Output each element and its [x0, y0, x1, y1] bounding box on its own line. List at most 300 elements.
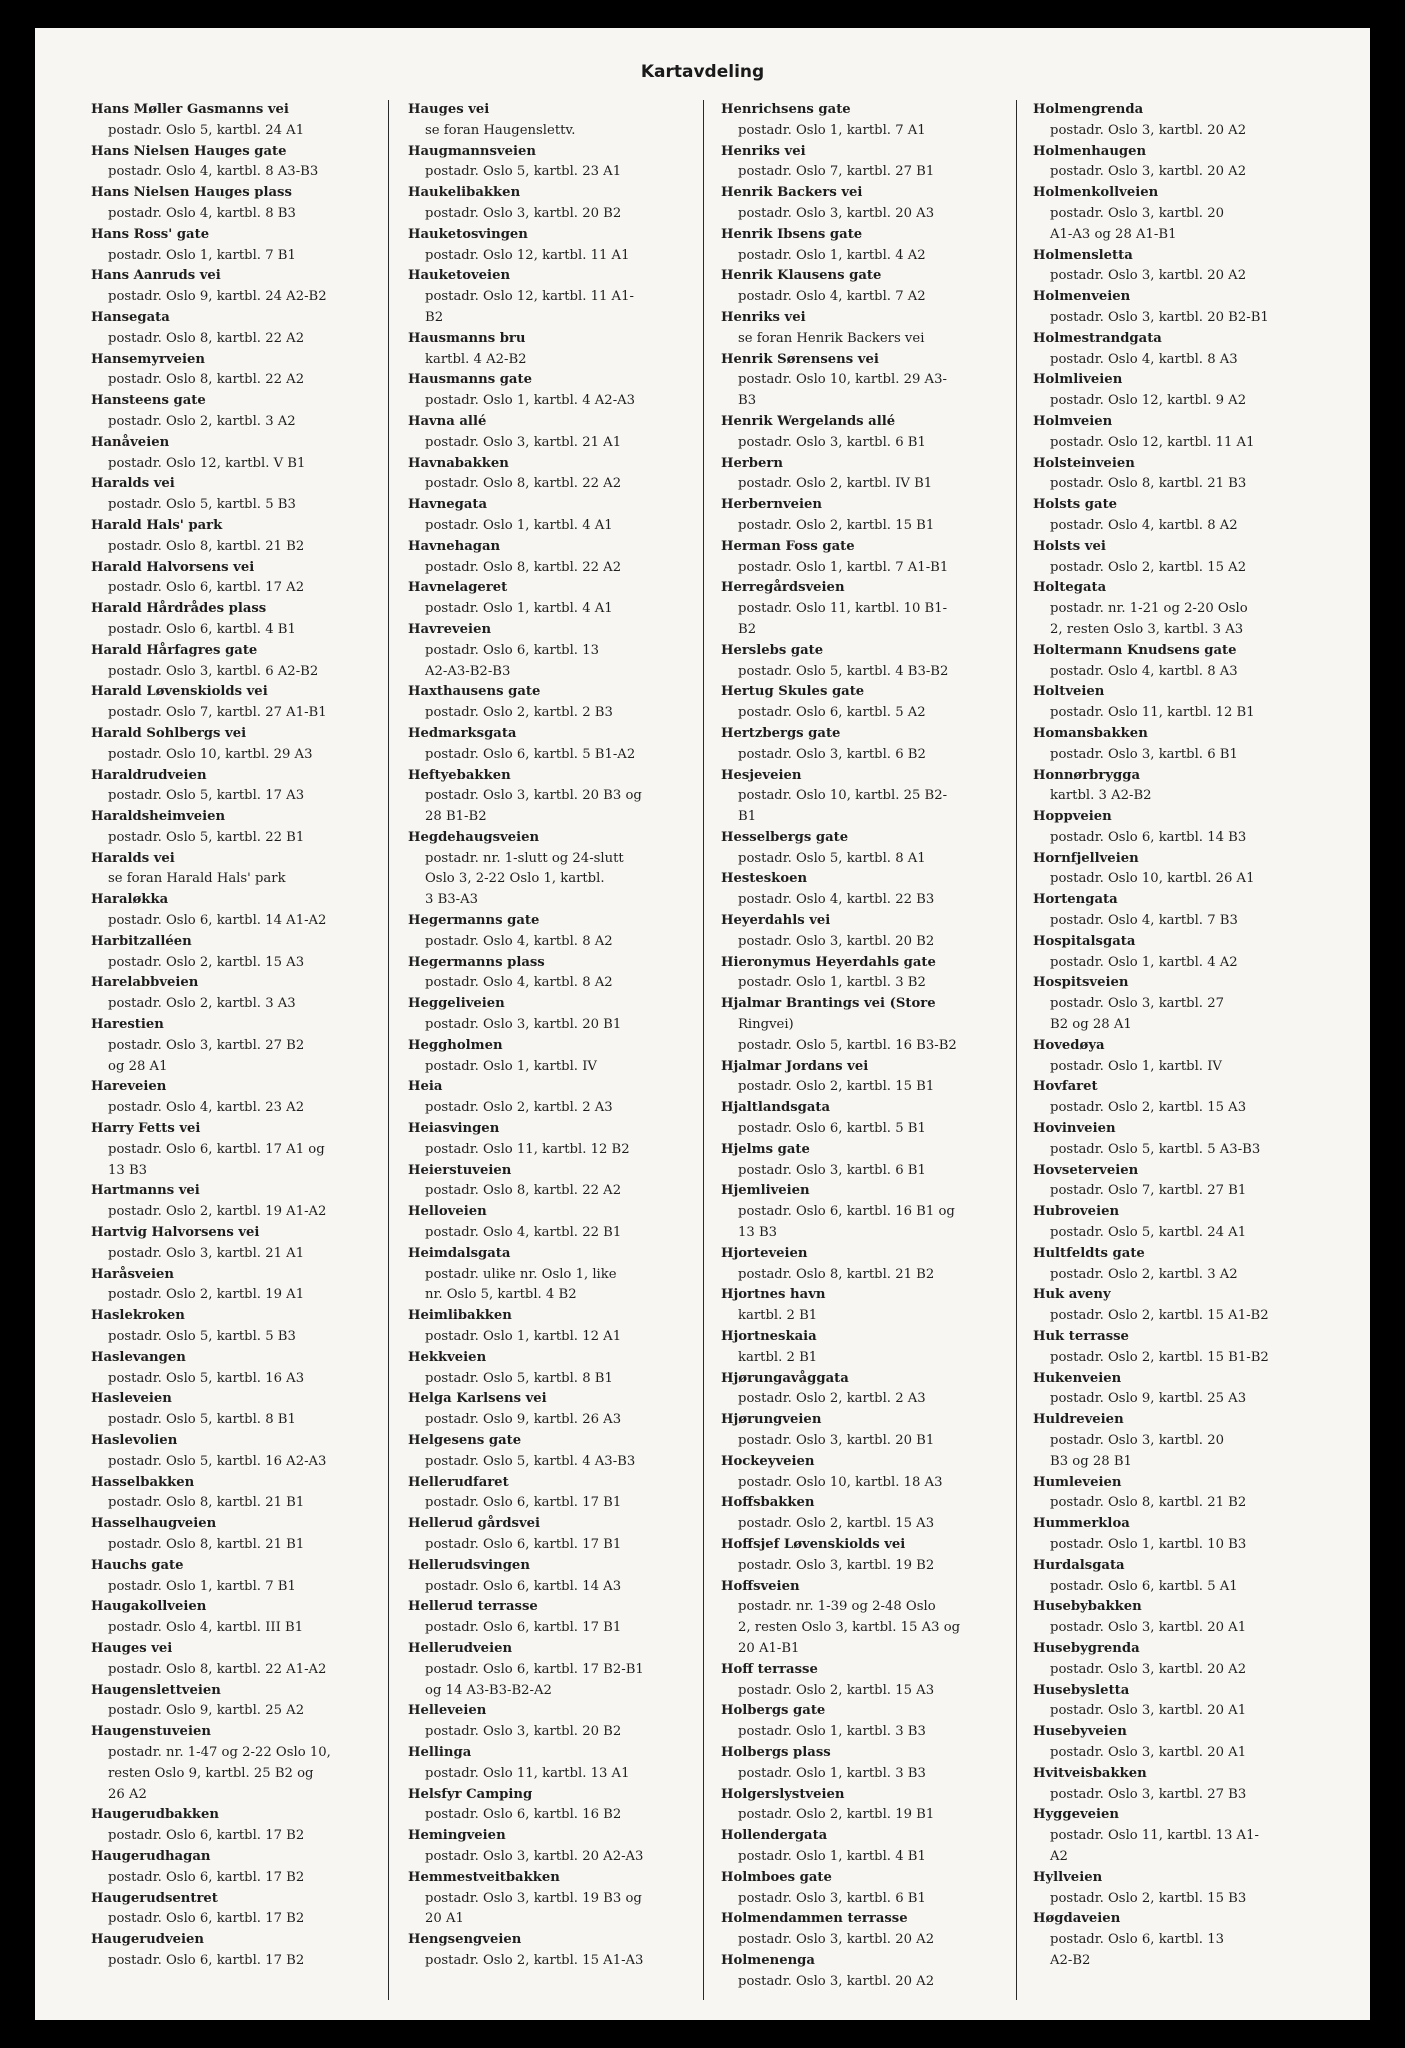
street-name: Homansbakken: [1033, 725, 1148, 741]
street-name: Herslebs gate: [721, 642, 824, 658]
index-entry: [91, 807, 366, 849]
street-name: Haralds vei: [91, 476, 175, 492]
street-name: Hasleveien: [91, 1391, 172, 1407]
street-name: Holmengrenda: [1033, 102, 1144, 117]
postal-map-reference: postadr. Oslo 2, kartbl. 15 A3: [108, 954, 305, 970]
index-entry: [408, 1244, 683, 1306]
index-entry: [1033, 412, 1308, 454]
street-name: Hesselbergs gate: [721, 829, 849, 845]
street-name: Hausmanns gate: [408, 372, 532, 388]
index-entry: [1033, 142, 1308, 184]
postal-map-reference: postadr. Oslo 6, kartbl. 17 B2: [108, 1828, 305, 1844]
postal-map-reference: postadr. Oslo 3, kartbl. 20 A1: [1050, 1620, 1247, 1636]
street-name: Hjorteveien: [721, 1245, 808, 1261]
postal-map-reference: postadr. Oslo 3, kartbl. 20 A2: [738, 1973, 935, 1989]
street-name: Hauchs gate: [91, 1557, 184, 1573]
index-entry: [91, 1223, 366, 1265]
street-name: Hyggeveien: [1033, 1807, 1119, 1823]
index-entry: [91, 1930, 366, 1972]
street-name: Hesteskoen: [721, 871, 808, 887]
index-entry: [91, 1597, 366, 1639]
street-name: Holmestrandgata: [1033, 330, 1162, 346]
index-entry: [408, 682, 683, 724]
postal-map-reference: A2: [1050, 1848, 1068, 1864]
index-entry: [1033, 807, 1308, 849]
postal-map-reference: kartbl. 2 B1: [738, 1349, 818, 1365]
postal-map-reference: postadr. Oslo 1, kartbl. 4 A1: [425, 517, 613, 533]
postal-map-reference: postadr. Oslo 5, kartbl. 16 B3-B2: [738, 1037, 957, 1053]
index-entry: [91, 1473, 366, 1515]
postal-map-reference: postadr. Oslo 2, kartbl. 15 A2: [1050, 559, 1247, 575]
index-entry: [1033, 724, 1308, 766]
street-name: Hukenveien: [1033, 1370, 1122, 1386]
index-entry: [721, 1909, 996, 1951]
street-name: Henrik Klausens gate: [721, 268, 882, 284]
postal-map-reference: A2-B2: [1050, 1952, 1091, 1968]
index-entry: [91, 599, 366, 641]
index-entry: [721, 495, 996, 537]
street-name: Hjemliveien: [721, 1183, 810, 1199]
street-name: Haraldrudveien: [91, 767, 207, 783]
street-name: Hauges vei: [91, 1640, 173, 1656]
street-name: Holsts vei: [1033, 538, 1106, 554]
street-name: Hjørungveien: [721, 1412, 822, 1428]
index-entry: [91, 1722, 366, 1805]
index-entry: [1033, 890, 1308, 932]
postal-map-reference: postadr. Oslo 10, kartbl. 29 A3-: [738, 372, 947, 388]
street-name: Holmboes gate: [721, 1869, 832, 1885]
postal-map-reference: postadr. Oslo 6, kartbl. 14 B3: [1050, 829, 1247, 845]
street-name: Hovseterveien: [1033, 1162, 1139, 1178]
postal-map-reference: postadr. Oslo 1, kartbl. IV: [425, 1058, 597, 1074]
street-name: Hansemyrveien: [91, 351, 206, 367]
index-entry: [1033, 537, 1308, 579]
index-entry: [721, 1098, 996, 1140]
postal-map-reference: postadr. Oslo 1, kartbl. 3 B3: [738, 1724, 926, 1740]
postal-map-reference: postadr. Oslo 3, kartbl. 20 A2: [1050, 164, 1247, 180]
street-name: Harestien: [91, 1017, 164, 1033]
postal-map-reference: postadr. Oslo 5, kartbl. 23 A1: [425, 164, 622, 180]
postal-map-reference: postadr. nr. 1-slutt og 24-slutt: [425, 850, 624, 866]
postal-map-reference: postadr. Oslo 3, kartbl. 20: [1050, 1433, 1224, 1448]
postal-map-reference: postadr. Oslo 2, kartbl. 15 A3: [738, 1516, 935, 1532]
postal-map-reference: postadr. Oslo 5, kartbl. 24 A1: [108, 122, 305, 138]
street-name: Hegermanns plass: [408, 954, 545, 970]
postal-map-reference: postadr. Oslo 3, kartbl. 6 A2-B2: [108, 663, 319, 679]
street-name: Hjalmar Brantings vei (Store: [721, 996, 936, 1012]
postal-map-reference: postadr. Oslo 7, kartbl. 27 A1-B1: [108, 705, 327, 721]
street-name: Harald Halvorsens vei: [91, 559, 255, 575]
postal-map-reference: postadr. Oslo 11, kartbl. 10 B1-: [738, 601, 948, 617]
index-entry: [721, 766, 996, 828]
index-entry: [91, 558, 366, 600]
postal-map-reference: postadr. Oslo 1, kartbl. 3 B2: [738, 975, 926, 991]
street-name: Hospitalsgata: [1033, 933, 1136, 949]
index-entry: [91, 1556, 366, 1598]
street-name: Haslekroken: [91, 1308, 185, 1324]
street-name: Holmenveien: [1033, 289, 1131, 305]
street-name: Hasselhaugveien: [91, 1516, 217, 1532]
postal-map-reference: postadr. Oslo 11, kartbl. 13 A1-: [1050, 1828, 1259, 1844]
index-entry: [408, 100, 683, 142]
postal-map-reference: nr. Oslo 5, kartbl. 4 B2: [425, 1287, 577, 1303]
index-entry: [1033, 1868, 1308, 1910]
index-entry: [91, 1181, 366, 1223]
postal-map-reference: postadr. Oslo 2, kartbl. 15 B3: [1050, 1890, 1247, 1906]
index-entry: [91, 1015, 366, 1077]
index-entry: [91, 1265, 366, 1307]
page-heading: Kartavdeling: [640, 62, 765, 82]
street-name: Hartmanns vei: [91, 1183, 200, 1199]
street-name: Huk terrasse: [1033, 1329, 1129, 1345]
index-entry: [721, 1743, 996, 1785]
postal-map-reference: postadr. Oslo 3, kartbl. 6 B1: [738, 434, 926, 450]
street-name: Hedmarksgata: [408, 725, 517, 741]
index-entry: [1033, 1805, 1308, 1867]
street-name: Hartvig Halvorsens vei: [91, 1225, 260, 1241]
street-name: Hellerudveien: [408, 1640, 513, 1656]
postal-map-reference: postadr. Oslo 4, kartbl. 8 A3: [1050, 663, 1238, 679]
street-name: Heimdalsgata: [408, 1245, 511, 1261]
street-name: Harald Sohlbergs vei: [91, 725, 247, 741]
street-name: Herman Foss gate: [721, 538, 855, 554]
postal-map-reference: 2, resten Oslo 3, kartbl. 15 A3 og: [738, 1620, 961, 1636]
index-entry: [408, 1161, 683, 1203]
postal-map-reference: postadr. Oslo 6, kartbl. 17 B2: [108, 1869, 305, 1885]
street-name: Husebyveien: [1033, 1724, 1127, 1740]
street-name: Hultfeldts gate: [1033, 1245, 1145, 1261]
street-name: Heggholmen: [408, 1037, 503, 1053]
postal-map-reference: postadr. Oslo 12, kartbl. V B1: [108, 455, 306, 471]
street-name: Hjørungavåggata: [721, 1370, 849, 1386]
postal-map-reference: postadr. ulike nr. Oslo 1, like: [425, 1266, 617, 1282]
index-entry: [91, 641, 366, 683]
street-name: Harald Hårfagres gate: [91, 642, 258, 658]
street-name: Huldreveien: [1033, 1412, 1124, 1428]
street-name: Harbitzalléen: [91, 933, 192, 949]
index-entry: [721, 225, 996, 267]
postal-map-reference: postadr. Oslo 3, kartbl. 27 B2: [108, 1037, 305, 1053]
street-name: Holsts gate: [1033, 497, 1118, 513]
street-name: Hasselbakken: [91, 1474, 195, 1490]
index-entry: [1033, 1285, 1308, 1327]
index-entry: [1033, 1681, 1308, 1723]
index-entry: [91, 1681, 366, 1723]
postal-map-reference: postadr. Oslo 8, kartbl. 22 A2: [425, 476, 622, 492]
index-entry: [721, 1785, 996, 1827]
postal-map-reference: postadr. Oslo 5, kartbl. 4 B3-B2: [738, 663, 949, 679]
index-entry: [721, 1701, 996, 1743]
street-name: Heimlibakken: [408, 1308, 512, 1324]
postal-map-reference: postadr. Oslo 4, kartbl. 8 A2: [425, 975, 613, 991]
postal-map-reference: postadr. Oslo 5, kartbl. 22 B1: [108, 829, 305, 845]
index-entry: [91, 100, 366, 142]
street-name: Haugmannsveien: [408, 143, 536, 159]
street-name: Havnehagan: [408, 538, 501, 554]
index-entry: [1033, 932, 1308, 974]
postal-map-reference: postadr. Oslo 2, kartbl. 15 A3: [738, 1682, 935, 1698]
postal-map-reference: postadr. Oslo 5, kartbl. 16 A3: [108, 1370, 305, 1386]
postal-map-reference: postadr. Oslo 8, kartbl. 22 A2: [425, 559, 622, 575]
postal-map-reference: postadr. Oslo 9, kartbl. 24 A2-B2: [108, 289, 327, 305]
postal-map-reference: postadr. Oslo 3, kartbl. 20 A2-A3: [425, 1848, 644, 1864]
index-entry: [408, 578, 683, 620]
street-name: Husebybakken: [1033, 1599, 1142, 1615]
document-sheet: [35, 28, 1370, 2020]
postal-map-reference: postadr. Oslo 3, kartbl. 27 B3: [1050, 1786, 1247, 1802]
postal-map-reference: postadr. Oslo 11, kartbl. 12 B2: [425, 1141, 630, 1157]
postal-map-reference: postadr. Oslo 6, kartbl. 16 B2: [425, 1807, 622, 1823]
postal-map-reference: postadr. Oslo 7, kartbl. 27 B1: [1050, 1183, 1247, 1199]
street-name: Henrichsens gate: [721, 102, 851, 117]
index-entry: [721, 1660, 996, 1702]
postal-map-reference: postadr. Oslo 3, kartbl. 27: [1050, 996, 1224, 1012]
index-entry: [408, 953, 683, 995]
index-entry: [1033, 1909, 1308, 1971]
street-name: Hospitsveien: [1033, 975, 1129, 991]
index-entry: [408, 1514, 683, 1556]
street-name: Holbergs plass: [721, 1744, 831, 1760]
index-entry: [408, 495, 683, 537]
postal-map-reference: postadr. Oslo 3, kartbl. 20 A1: [1050, 1703, 1247, 1719]
postal-map-reference: postadr. Oslo 10, kartbl. 26 A1: [1050, 871, 1255, 887]
index-entry: [91, 1639, 366, 1681]
postal-map-reference: postadr. Oslo 10, kartbl. 25 B2-: [738, 788, 948, 804]
column-rule: [703, 100, 704, 2000]
postal-map-reference: postadr. Oslo 3, kartbl. 21 A1: [425, 434, 622, 450]
street-name: Hans Møller Gasmanns vei: [91, 102, 289, 117]
street-name: Henriks vei: [721, 143, 806, 159]
street-name: Holsteinveien: [1033, 455, 1135, 471]
postal-map-reference: postadr. Oslo 7, kartbl. 27 B1: [738, 164, 935, 180]
postal-map-reference: postadr. Oslo 12, kartbl. 11 A1: [425, 247, 630, 263]
postal-map-reference: postadr. Oslo 11, kartbl. 12 B1: [1050, 705, 1255, 721]
postal-map-reference: postadr. Oslo 8, kartbl. 21 B1: [108, 1536, 305, 1552]
postal-map-reference: postadr. Oslo 4, kartbl. 8 A3: [1050, 351, 1238, 367]
street-name: Haugerudveien: [91, 1932, 205, 1948]
street-name: Heia: [408, 1079, 443, 1095]
postal-map-reference: postadr. Oslo 3, kartbl. 20 A2: [1050, 1661, 1247, 1677]
postal-map-reference: postadr. Oslo 4, kartbl. III B1: [108, 1620, 304, 1636]
index-entry: [721, 308, 996, 350]
postal-map-reference: postadr. Oslo 2, kartbl. 19 A1: [108, 1287, 305, 1303]
index-entry: [1033, 1036, 1308, 1078]
index-entry: [1033, 1327, 1308, 1369]
street-name: Haråsveien: [91, 1266, 174, 1282]
index-entry: [721, 454, 996, 496]
postal-map-reference: postadr. Oslo 3, kartbl. 20 A1: [1050, 1744, 1247, 1760]
index-entry: [1033, 1244, 1308, 1286]
postal-map-reference: postadr. Oslo 8, kartbl. 21 B3: [1050, 476, 1247, 492]
index-entry: [408, 911, 683, 953]
index-entry: [91, 973, 366, 1015]
street-name: Hellerud gårdsvei: [408, 1516, 541, 1532]
street-name: Heyerdahls vei: [721, 913, 831, 929]
postal-map-reference: postadr. Oslo 4, kartbl. 8 A2: [425, 933, 613, 949]
postal-map-reference: se foran Harald Hals' park: [108, 871, 286, 887]
index-entry: [91, 1805, 366, 1847]
postal-map-reference: postadr. Oslo 3, kartbl. 20 A2: [738, 1932, 935, 1948]
postal-map-reference: kartbl. 4 A2-B2: [425, 351, 527, 367]
index-entry: [408, 183, 683, 225]
street-name: Hauges vei: [408, 102, 490, 117]
index-entry: [408, 1785, 683, 1827]
index-entry: [721, 1140, 996, 1182]
postal-map-reference: postadr. Oslo 8, kartbl. 22 A2: [108, 330, 305, 346]
street-name: Holmveien: [1033, 413, 1113, 429]
street-name: Holmenenga: [721, 1952, 815, 1968]
street-name: Hauketoveien: [408, 268, 511, 284]
postal-map-reference: postadr. Oslo 9, kartbl. 25 A2: [108, 1703, 305, 1719]
postal-map-reference: postadr. Oslo 1, kartbl. 7 A1: [738, 122, 926, 138]
street-name: Hekkveien: [408, 1349, 487, 1365]
postal-map-reference: postadr. Oslo 6, kartbl. 13: [425, 642, 599, 658]
street-name: Heiasvingen: [408, 1121, 500, 1137]
postal-map-reference: Oslo 3, 2-22 Oslo 1, kartbl.: [425, 871, 605, 887]
street-name: Hellerud terrasse: [408, 1599, 538, 1615]
index-entry: [408, 1826, 683, 1868]
index-entry: [1033, 641, 1308, 683]
index-entry: [1033, 1639, 1308, 1681]
postal-map-reference: 28 B1-B2: [425, 809, 487, 825]
street-name: Hjortnes havn: [721, 1287, 826, 1303]
street-name: Haukelibakken: [408, 185, 521, 201]
street-name: Haxthausens gate: [408, 684, 541, 700]
index-entry: [721, 1868, 996, 1910]
street-name: Henrik Ibsens gate: [721, 226, 863, 242]
postal-map-reference: postadr. Oslo 2, kartbl. 15 B1: [738, 517, 935, 533]
postal-map-reference: kartbl. 3 A2-B2: [1050, 788, 1152, 804]
index-entry: [408, 1597, 683, 1639]
street-name: Holtveien: [1033, 684, 1105, 700]
postal-map-reference: 13 B3: [108, 1162, 148, 1178]
postal-map-reference: og 14 A3-B3-B2-A2: [425, 1682, 552, 1698]
street-name: Helgesens gate: [408, 1433, 522, 1448]
postal-map-reference: postadr. nr. 1-47 og 2-22 Oslo 10,: [108, 1744, 331, 1760]
street-name: Hertzbergs gate: [721, 725, 841, 741]
index-entry: [1033, 578, 1308, 640]
index-entry: [91, 849, 366, 891]
postal-map-reference: postadr. Oslo 2, kartbl. 2 B3: [425, 705, 613, 721]
postal-map-reference: postadr. Oslo 3, kartbl. 20 B1: [738, 1433, 935, 1448]
index-entry: [408, 1556, 683, 1598]
postal-map-reference: 26 A2: [108, 1786, 147, 1802]
postal-map-reference: postadr. Oslo 1, kartbl. 4 A2: [738, 247, 926, 263]
index-entry: [408, 1077, 683, 1119]
index-entry: [721, 1826, 996, 1868]
index-entry: [721, 1369, 996, 1411]
postal-map-reference: se foran Henrik Backers vei: [738, 330, 925, 346]
street-name: Hollendergata: [721, 1828, 828, 1844]
postal-map-reference: postadr. Oslo 3, kartbl. 6 B2: [738, 746, 926, 762]
index-entry: [721, 641, 996, 683]
index-entry: [721, 142, 996, 184]
street-name: Heggeliveien: [408, 996, 505, 1012]
postal-map-reference: postadr. Oslo 9, kartbl. 26 A3: [425, 1412, 622, 1428]
street-name: Hansegata: [91, 309, 170, 325]
postal-map-reference: og 28 A1: [108, 1058, 168, 1074]
street-name: Hjelms gate: [721, 1141, 810, 1157]
postal-map-reference: B2: [425, 309, 444, 325]
street-name: Holmendammen terrasse: [721, 1911, 908, 1927]
street-name: Holtermann Knudsens gate: [1033, 642, 1237, 658]
postal-map-reference: postadr. Oslo 5, kartbl. 4 A3-B3: [425, 1453, 636, 1469]
street-name: Hauketosvingen: [408, 226, 528, 242]
index-entry: [408, 1348, 683, 1390]
street-name: Hovinveien: [1033, 1121, 1116, 1137]
postal-map-reference: postadr. Oslo 9, kartbl. 25 A3: [1050, 1391, 1247, 1407]
street-name: Haralds vei: [91, 850, 175, 866]
street-name: Holmenhaugen: [1033, 143, 1147, 159]
street-name: Henrik Backers vei: [721, 185, 863, 201]
street-name: Helsfyr Camping: [408, 1786, 533, 1802]
index-entry: [91, 1077, 366, 1119]
index-entry: [1033, 1514, 1308, 1556]
index-entry: [408, 1868, 683, 1930]
postal-map-reference: postadr. Oslo 2, kartbl. 2 A3: [738, 1391, 926, 1407]
index-entry: [408, 142, 683, 184]
index-entry: [1033, 287, 1308, 329]
street-name: Holmenkollveien: [1033, 185, 1159, 201]
index-column-4: [1033, 100, 1308, 1972]
index-entry: [408, 620, 683, 682]
index-entry: [91, 350, 366, 392]
index-entry: [1033, 849, 1308, 891]
index-column-2: [408, 100, 683, 1972]
postal-map-reference: postadr. Oslo 3, kartbl. 20 B2: [425, 1724, 622, 1740]
street-name: Hans Nielsen Hauges plass: [91, 185, 292, 201]
column-rule: [388, 100, 389, 2000]
postal-map-reference: postadr. Oslo 3, kartbl. 19 B2: [738, 1557, 935, 1573]
index-entry: [408, 329, 683, 371]
index-entry: [91, 766, 366, 808]
postal-map-reference: postadr. Oslo 5, kartbl. 17 A3: [108, 788, 305, 804]
street-name: Holmliveien: [1033, 372, 1123, 388]
street-name: Hjaltlandsgata: [721, 1100, 831, 1116]
street-name: Haraløkka: [91, 892, 169, 908]
index-entry: [408, 412, 683, 454]
street-name: Hornfjellveien: [1033, 850, 1139, 866]
postal-map-reference: 20 A1: [425, 1911, 464, 1927]
street-name: Hvitveisbakken: [1033, 1765, 1147, 1781]
street-name: Hubroveien: [1033, 1204, 1120, 1220]
street-name: Havnegata: [408, 497, 488, 513]
postal-map-reference: postadr. Oslo 5, kartbl. 5 B3: [108, 497, 296, 513]
index-entry: [721, 1452, 996, 1494]
index-entry: [408, 994, 683, 1036]
index-column-3: [721, 100, 996, 1993]
postal-map-reference: postadr. Oslo 3, kartbl. 6 B1: [1050, 746, 1238, 762]
street-name: Holmensletta: [1033, 247, 1133, 263]
street-name: Hoff terrasse: [721, 1661, 818, 1677]
postal-map-reference: postadr. Oslo 3, kartbl. 6 B1: [738, 1890, 926, 1906]
street-name: Harald Løvenskiolds vei: [91, 684, 268, 700]
postal-map-reference: kartbl. 2 B1: [738, 1308, 818, 1324]
index-entry: [91, 1431, 366, 1473]
index-entry: [408, 537, 683, 579]
street-name: Haslevolien: [91, 1433, 178, 1448]
street-name: Hoffsveien: [721, 1578, 800, 1594]
index-entry: [91, 308, 366, 350]
street-name: Helga Karlsens vei: [408, 1391, 547, 1407]
postal-map-reference: postadr. Oslo 3, kartbl. 20 A2: [1050, 268, 1247, 284]
postal-map-reference: postadr. Oslo 2, kartbl. 3 A2: [108, 413, 296, 429]
index-entry: [408, 724, 683, 766]
postal-map-reference: postadr. Oslo 2, kartbl. 15 B1: [738, 1079, 935, 1095]
street-name: Hemingveien: [408, 1828, 506, 1844]
index-entry: [721, 1577, 996, 1660]
index-entry: [91, 724, 366, 766]
